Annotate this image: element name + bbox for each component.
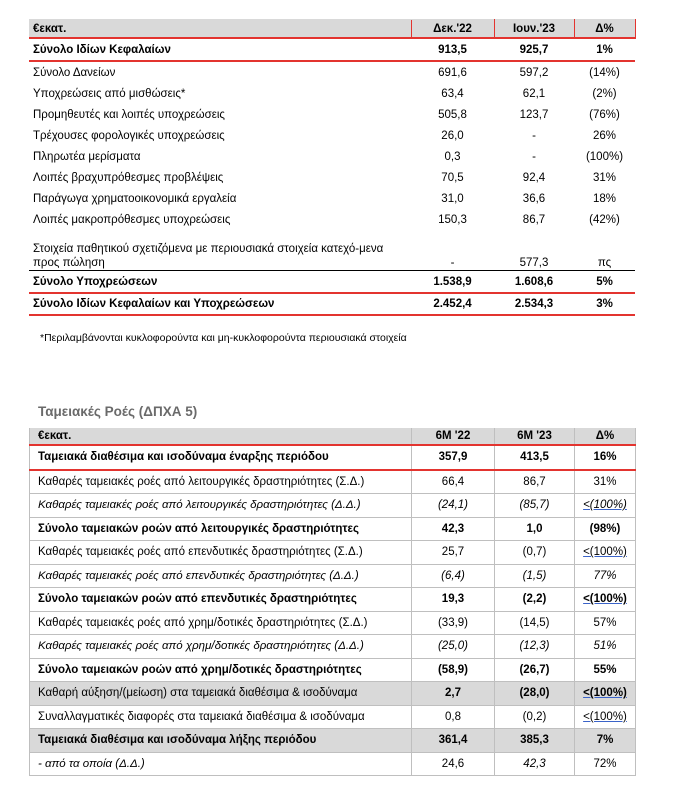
row-value-1: - bbox=[411, 230, 494, 271]
row-change: πς bbox=[574, 230, 635, 271]
row-change: 5% bbox=[596, 275, 613, 288]
row-value-1: 25,7 bbox=[412, 541, 495, 565]
table-row bbox=[29, 83, 635, 104]
row-change: 3% bbox=[574, 293, 635, 315]
row-label: Καθαρές ταμειακές ροές από επενδυτικές δραστηριότητες (Σ.Δ.) bbox=[30, 541, 412, 565]
table-row bbox=[30, 470, 636, 494]
row-value-1: 66,4 bbox=[412, 470, 495, 494]
header-col3: Δ% bbox=[574, 20, 635, 39]
row-value-2: 413,5 bbox=[495, 445, 575, 470]
row-label: Καθαρές ταμειακές ροές από επενδυτικές δραστηριότητες (Δ.Δ.) bbox=[30, 564, 412, 588]
row-value-1: 1.538,9 bbox=[433, 275, 472, 288]
table-row bbox=[29, 209, 635, 230]
row-label: Λοιπές βραχυπρόθεσμες προβλέψεις bbox=[33, 171, 224, 184]
row-value-1: (58,9) bbox=[412, 658, 495, 682]
row-value-2: 92,4 bbox=[522, 171, 546, 184]
row-value-2: 925,7 bbox=[494, 38, 574, 61]
row-value-2: (26,7) bbox=[495, 658, 575, 682]
row-change: (76%) bbox=[589, 108, 620, 121]
row-value-2: 1,0 bbox=[495, 517, 575, 541]
header-col3: Δ% bbox=[575, 428, 636, 445]
row-value-1: 24,6 bbox=[412, 752, 495, 776]
row-value-1: 2.452,4 bbox=[411, 293, 494, 315]
row-value-1: 19,3 bbox=[412, 588, 495, 612]
row-label: Καθαρές ταμειακές ροές από λειτουργικές δραστηριότητες (Δ.Δ.) bbox=[30, 494, 412, 518]
row-value-1: 42,3 bbox=[412, 517, 495, 541]
row-label: Σύνολο Ιδίων Κεφαλαίων και Υποχρεώσεων bbox=[29, 293, 411, 315]
row-value-1: 913,5 bbox=[411, 38, 494, 61]
row-value-2: (28,0) bbox=[495, 682, 575, 706]
table-row bbox=[29, 188, 635, 209]
row-value-2: - bbox=[532, 150, 536, 163]
header-col1: Δεκ.'22 bbox=[411, 20, 494, 39]
row-label: Καθαρές ταμειακές ροές από χρημ/δοτικές δραστηριότητες (Δ.Δ.) bbox=[30, 635, 412, 659]
row-label: Σύνολο ταμειακών ροών από χρημ/δοτικές δραστηριότητες bbox=[30, 658, 412, 682]
row-label: Σύνολο ταμειακών ροών από λειτουργικές δραστηριότητες bbox=[30, 517, 412, 541]
table-row bbox=[30, 517, 636, 541]
row-change: 31% bbox=[592, 171, 617, 184]
row-label: Ταμειακά διαθέσιμα και ισοδύναμα λήξης περιόδου bbox=[30, 729, 412, 753]
row-change: (100%) bbox=[585, 150, 624, 163]
table-row bbox=[30, 445, 636, 470]
table-row bbox=[30, 564, 636, 588]
table-row bbox=[29, 38, 635, 61]
footnote: *Περιλαμβάνονται κυκλοφορούντα και μη-κυκλοφορούντα περιουσιακά στοιχεία bbox=[40, 332, 407, 344]
table-row bbox=[30, 682, 636, 706]
row-value-1: 70,5 bbox=[441, 171, 464, 184]
table-row bbox=[29, 104, 635, 125]
row-label: Καθαρή αύξηση/(μείωση) στα ταμειακά διαθέσιμα & ισοδύναμα bbox=[30, 682, 412, 706]
row-value-2: (2,2) bbox=[495, 588, 575, 612]
row-value-2: (85,7) bbox=[495, 494, 575, 518]
row-value-1: 357,9 bbox=[412, 445, 495, 470]
row-change: 7% bbox=[575, 729, 636, 753]
row-value-2: 385,3 bbox=[495, 729, 575, 753]
table-row bbox=[30, 588, 636, 612]
row-change: <(100%) bbox=[575, 541, 636, 565]
row-label: Σύνολο Ιδίων Κεφαλαίων bbox=[29, 38, 411, 61]
row-value-2: 62,1 bbox=[522, 87, 546, 100]
row-change: <(100%) bbox=[575, 705, 636, 729]
row-value-1: 691,6 bbox=[438, 66, 467, 79]
row-change: <(100%) bbox=[575, 682, 636, 706]
row-label: Υποχρεώσεις από μισθώσεις* bbox=[33, 87, 186, 100]
row-label: Προμηθευτές και λοιπές υποχρεώσεις bbox=[33, 108, 225, 121]
row-label: Λοιπές μακροπρόθεσμες υποχρεώσεις bbox=[33, 213, 231, 226]
row-value-2: 2.534,3 bbox=[494, 293, 574, 315]
row-value-1: 0,3 bbox=[444, 150, 461, 163]
row-label: Τρέχουσες φορολογικές υποχρεώσεις bbox=[33, 129, 225, 142]
table-row bbox=[30, 658, 636, 682]
row-value-1: (24,1) bbox=[412, 494, 495, 518]
row-label: Καθαρές ταμειακές ροές από χρημ/δοτικές δραστηριότητες (Σ.Δ.) bbox=[30, 611, 412, 635]
cashflow-table bbox=[29, 428, 636, 776]
row-value-2: 36,6 bbox=[522, 192, 546, 205]
cashflow-title: Ταμειακές Ροές (ΔΠΧΑ 5) bbox=[38, 404, 198, 419]
table-row bbox=[30, 705, 636, 729]
row-value-1: 0,8 bbox=[412, 705, 495, 729]
header-label: €εκατ. bbox=[30, 428, 412, 445]
table-row bbox=[30, 729, 636, 753]
row-value-1: (25,0) bbox=[412, 635, 495, 659]
table-row bbox=[29, 125, 635, 146]
row-value-1: 361,4 bbox=[412, 729, 495, 753]
row-change: <(100%) bbox=[575, 494, 636, 518]
table-row bbox=[29, 230, 635, 271]
row-value-2: (14,5) bbox=[495, 611, 575, 635]
row-value-2: (12,3) bbox=[495, 635, 575, 659]
table-row bbox=[29, 167, 635, 188]
table-row bbox=[30, 541, 636, 565]
row-change: 1% bbox=[574, 38, 635, 61]
row-value-1: (33,9) bbox=[412, 611, 495, 635]
table-row bbox=[29, 293, 635, 315]
row-label: Σύνολο Δανείων bbox=[33, 66, 116, 79]
table-row bbox=[29, 271, 635, 294]
row-value-2: (1,5) bbox=[495, 564, 575, 588]
row-change: (2%) bbox=[592, 87, 617, 100]
header-label: €εκατ. bbox=[29, 20, 411, 39]
row-value-2: 86,7 bbox=[495, 470, 575, 494]
row-value-1: (6,4) bbox=[412, 564, 495, 588]
row-label: - από τα οποία (Δ.Δ.) bbox=[30, 752, 412, 776]
row-value-1: 31,0 bbox=[441, 192, 464, 205]
table-row bbox=[30, 752, 636, 776]
row-change: (14%) bbox=[589, 66, 620, 79]
row-change: <(100%) bbox=[575, 588, 636, 612]
row-change: 55% bbox=[575, 658, 636, 682]
table-row bbox=[30, 494, 636, 518]
row-label: Σύνολο ταμειακών ροών από επενδυτικές δραστηριότητες bbox=[30, 588, 412, 612]
table-row bbox=[30, 635, 636, 659]
balance-table bbox=[29, 19, 636, 316]
table-row bbox=[29, 146, 635, 167]
row-label: Παράγωγα χρηματοοικονομικά εργαλεία bbox=[33, 192, 237, 205]
row-label: Πληρωτέα μερίσματα bbox=[33, 150, 141, 163]
row-change: 72% bbox=[575, 752, 636, 776]
header-col2: 6M '23 bbox=[495, 428, 575, 445]
row-value-2: 86,7 bbox=[522, 213, 546, 226]
row-value-1: 26,0 bbox=[441, 129, 464, 142]
table-row bbox=[29, 61, 635, 83]
row-change: 16% bbox=[575, 445, 636, 470]
row-value-2: (0,7) bbox=[495, 541, 575, 565]
row-value-2: (0,2) bbox=[495, 705, 575, 729]
row-change: (98%) bbox=[575, 517, 636, 541]
row-value-1: 505,8 bbox=[438, 108, 467, 121]
row-label: Ταμειακά διαθέσιμα και ισοδύναμα έναρξης περιόδου bbox=[30, 445, 412, 470]
row-value-1: 63,4 bbox=[441, 87, 464, 100]
header-col2: Ιουν.'23 bbox=[494, 20, 574, 39]
row-value-2: 1.608,6 bbox=[514, 275, 554, 288]
row-value-1: 2,7 bbox=[412, 682, 495, 706]
row-value-1: 150,3 bbox=[438, 213, 467, 226]
row-change: (42%) bbox=[589, 213, 620, 226]
balance-header-row bbox=[29, 20, 635, 39]
row-change: 51% bbox=[575, 635, 636, 659]
row-change: 77% bbox=[575, 564, 636, 588]
row-label: Καθαρές ταμειακές ροές από λειτουργικές δραστηριότητες (Σ.Δ.) bbox=[30, 470, 412, 494]
row-change: 31% bbox=[575, 470, 636, 494]
row-change: 18% bbox=[592, 192, 617, 205]
row-value-2: 42,3 bbox=[495, 752, 575, 776]
row-change: 57% bbox=[575, 611, 636, 635]
row-label: Συναλλαγματικές διαφορές στα ταμειακά διαθέσιμα & ισοδύναμα bbox=[30, 705, 412, 729]
row-value-2: 597,2 bbox=[519, 66, 549, 79]
cashflow-header-row bbox=[30, 428, 636, 445]
table-row bbox=[30, 611, 636, 635]
row-label: Σύνολο Υποχρεώσεων bbox=[33, 275, 158, 288]
row-value-2: 123,7 bbox=[519, 108, 549, 121]
row-value-2: 577,3 bbox=[494, 230, 574, 271]
row-label: Στοιχεία παθητικού σχετιζόμενα με περιουσιακά στοιχεία κατεχό-μενα προς πώληση bbox=[29, 230, 411, 271]
header-col1: 6M '22 bbox=[412, 428, 495, 445]
row-value-2: - bbox=[532, 129, 536, 142]
row-change: 26% bbox=[592, 129, 617, 142]
